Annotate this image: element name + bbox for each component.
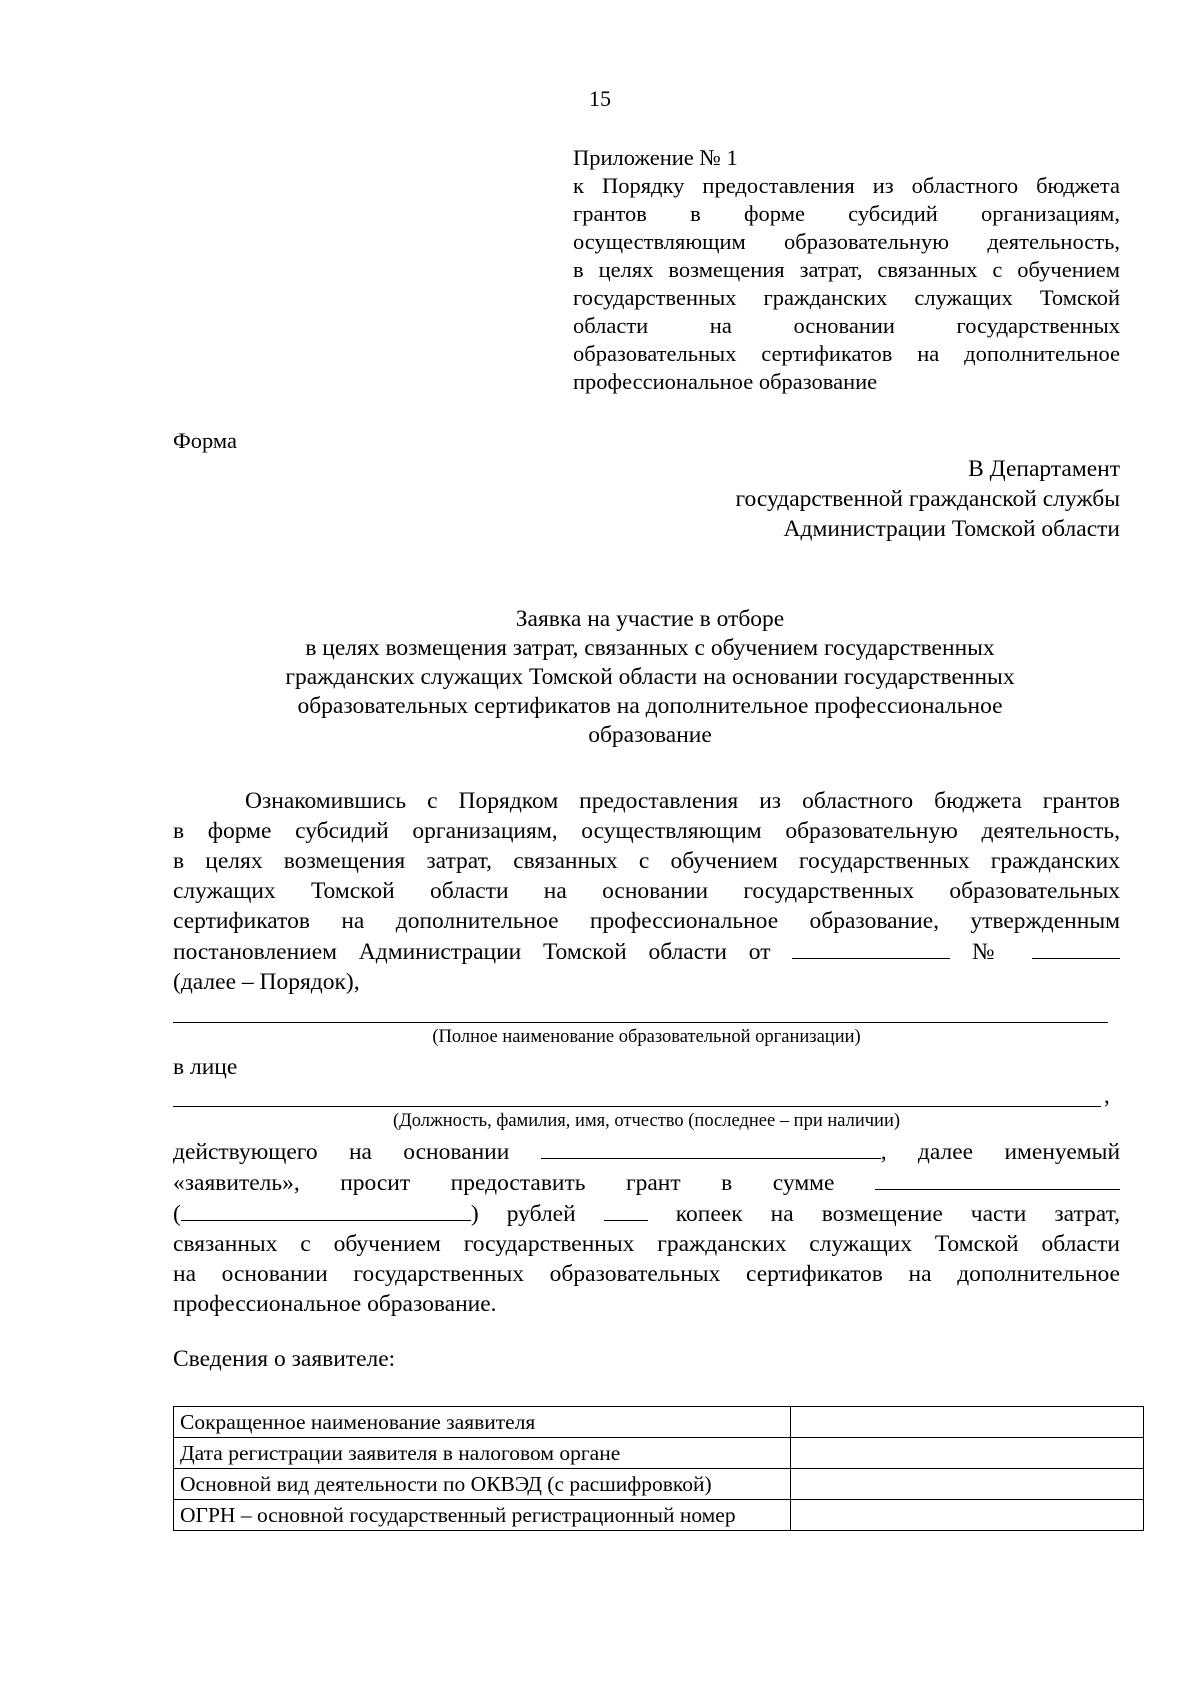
request-line [173,1136,1120,1167]
basis-text: действующего на основании [173,1139,510,1165]
appendix-line: в целях возмещения затрат, связанных с обучением [573,257,1120,282]
row-value-cell[interactable] [791,1407,1144,1438]
row-value-cell[interactable] [791,1438,1144,1469]
row-value-cell[interactable] [791,1500,1144,1531]
request-line [173,1167,1120,1198]
appendix-line: осуществляющим образовательную деятельность, [573,229,1120,254]
kopeks-text: копеек на возмещение части затрат, [675,1201,1120,1227]
request-line: на основании государственных образовательных сертификатов на дополнительное [173,1261,1120,1287]
appendix-line: к Порядку предоставления из областного бюджета [573,173,1120,198]
document-title [180,605,1120,750]
intro-paragraph [173,786,1120,997]
named-text: , далее именуемый [880,1139,1121,1165]
addressee-block [520,454,1120,544]
addressee-line: Администрации Томской области [783,516,1120,542]
rubles-text: ) рублей [470,1201,576,1227]
intro-line: в целях возмещения затрат, связанных с обучением государственных гражданских [173,848,1120,874]
intro-line: в форме субсидий организациям, осуществляющим образовательную деятельность, [173,818,1120,844]
table-row [174,1438,1144,1469]
basis-blank[interactable] [541,1136,881,1159]
appendix-line: Приложение № 1 [573,145,738,170]
representative-caption: (Должность, фамилия, имя, отчество (последнее – при наличии) [392,1111,901,1131]
representative-comma: , [1104,1083,1110,1108]
title-line: образование [588,722,712,748]
appendix-line: области на основании государственных [573,313,1120,338]
row-value-cell[interactable] [791,1469,1144,1500]
table-row [174,1500,1144,1531]
addressee-line: государственной гражданской службы [735,486,1120,512]
row-label: ОГРН – основной государственный регистрационный номер [174,1500,791,1531]
intro-line: служащих Томской области на основании государственных образовательных [173,878,1120,904]
request-line [173,1198,1120,1229]
intro-line-with-date [173,936,1120,967]
representative-line[interactable] [173,1106,1101,1107]
appendix-line: государственных гражданских служащих Томской [573,285,1120,310]
org-name-line[interactable] [173,1022,1108,1023]
in-person-label: в лице [173,1054,238,1080]
intro-line: Ознакомившись с Порядком предоставления из областного бюджета грантов [245,788,1120,814]
decree-date-blank[interactable] [792,936,950,959]
row-label: Сокращенное наименование заявителя [174,1407,791,1438]
kopeks-blank[interactable] [604,1198,648,1221]
addressee-line: В Департамент [968,456,1120,482]
applicant-info-table [173,1406,1144,1531]
appendix-line: профессиональное образование [573,369,878,394]
intro-line: (далее – Порядок), [173,969,360,995]
applicant-info-heading: Сведения о заявителе: [173,1346,396,1372]
form-label: Форма [173,428,238,453]
appendix-line: образовательных сертификатов на дополнительное [573,341,1120,366]
title-line: гражданских служащих Томской области на основании государственных [285,664,1015,690]
decree-number-blank[interactable] [1032,936,1120,959]
row-label: Основной вид деятельности по ОКВЭД (с расшифровкой) [174,1469,791,1500]
table-row [174,1407,1144,1438]
amount-in-words-blank[interactable] [181,1198,471,1221]
row-label: Дата регистрации заявителя в налоговом органе [174,1438,791,1469]
title-line: в целях возмещения затрат, связанных с обучением государственных [305,635,995,661]
request-line: профессиональное образование. [173,1291,497,1317]
appendix-reference [573,144,1120,396]
org-name-caption: (Полное наименование образовательной организации) [432,1027,861,1047]
table-row [174,1469,1144,1500]
intro-line: сертификатов на дополнительное профессиональное образование, утвержденным [173,908,1120,934]
title-line: образовательных сертификатов на дополнительное профессиональное [297,693,1003,719]
title-line: Заявка на участие в отборе [515,606,785,632]
page-number: 15 [589,86,611,111]
number-sign: № [971,939,1011,965]
appendix-line: грантов в форме субсидий организациям, [573,201,1120,226]
request-line: связанных с обучением государственных гражданских служащих Томской области [173,1231,1120,1257]
decree-text: постановлением Администрации Томской области от [173,939,771,965]
request-text: «заявитель», просит предоставить грант в сумме [173,1170,835,1196]
request-paragraph [173,1136,1120,1319]
grant-amount-blank[interactable] [875,1167,1120,1190]
open-paren: ( [173,1201,181,1227]
